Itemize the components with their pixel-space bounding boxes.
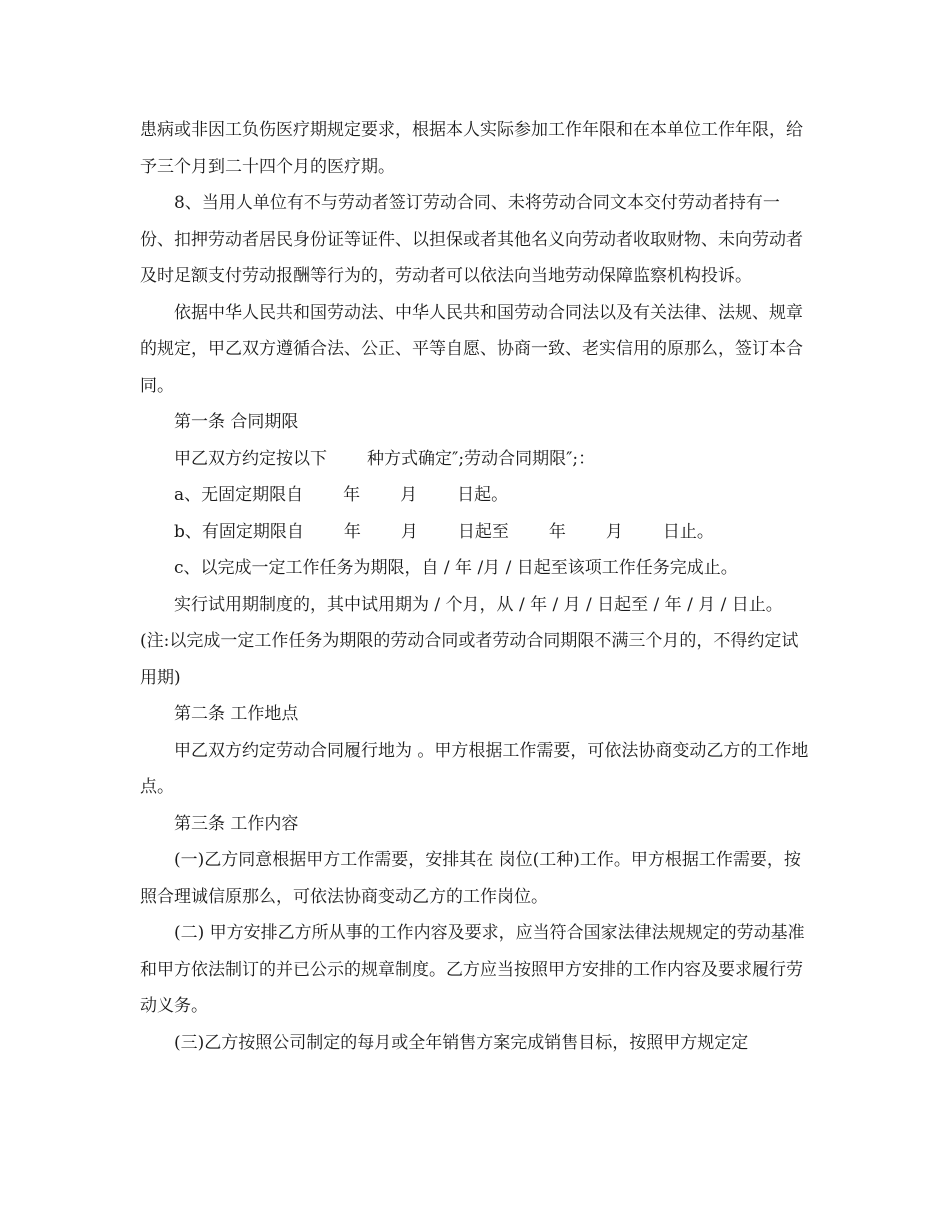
paragraph-work-content-1: (一)乙方同意根据甲方工作需要，安排其在 岗位(工种)工作。甲方根据工作需要，按照合理诚信原那么，可依法协商变动乙方的工作岗位。 xyxy=(140,850,801,907)
option-b-month: 月 xyxy=(400,521,418,542)
option-a-month: 月 xyxy=(400,485,418,505)
paragraph-term-option-c: c、以完成一定工作任务为期限，自 / 年 /月 / 日起至该项工作任务完成止。 xyxy=(174,558,738,578)
term-method-suffix: 种方式确定″;劳动合同期限″;： xyxy=(367,448,596,469)
paragraph-medical-period: 患病或非因工负伤医疗期规定要求，根据本人实际参加工作年限和在本单位工作年限，给予三个月到二十四个月的医疗期。 xyxy=(140,120,803,177)
option-b-end-month: 月 xyxy=(605,521,623,542)
option-b-year: 年 xyxy=(343,521,361,542)
option-b-label: b、有固定期限自 xyxy=(174,521,304,542)
paragraph-work-content-3: (三)乙方按照公司制定的每月或全年销售方案完成销售目标，按照甲方规定定 xyxy=(174,1032,749,1053)
paragraph-probation: 实行试用期制度的，其中试用期为 / 个月，从 / 年 / 月 / 日起至 / 年 / 月 / 日止。(注:以完成一定工作任务为期限的劳动合同或者劳动合同期限不满三个月的，不得约定试用期) xyxy=(140,594,799,688)
paragraph-work-location: 甲乙双方约定劳动合同履行地为 。甲方根据工作需要，可依法协商变动乙方的工作地点。 xyxy=(140,740,809,797)
option-b-end-year: 年 xyxy=(548,521,566,542)
paragraph-legal-basis: 依据中华人民共和国劳动法、中华人民共和国劳动合同法以及有关法律、法规、规章的规定，甲乙双方遵循合法、公正、平等自愿、协商一致、老实信用的原那么，签订本合同。 xyxy=(140,302,803,396)
option-a-day: 日起。 xyxy=(457,485,509,505)
article-2-heading: 第二条 工作地点 xyxy=(174,704,299,724)
option-a-label: a、无固定期限自 xyxy=(174,485,304,505)
term-method-prefix: 甲乙双方约定按以下 xyxy=(174,448,327,469)
option-b-end-day: 日止。 xyxy=(662,521,714,542)
paragraph-item-8: 8、当用人单位有不与劳动者签订劳动合同、未将劳动合同文本交付劳动者持有一份、扣押劳动者居民身份证等证件、以担保或者其他名义向劳动者收取财物、未向劳动者及时足额支付劳动报酬等行为的，劳动者可以依法向当地劳动保障监察机构投诉。 xyxy=(140,193,803,286)
paragraph-term-method xyxy=(140,441,812,478)
option-b-day-start: 日起至 xyxy=(457,521,509,542)
paragraph-work-content-2: (二) 甲方安排乙方所从事的工作内容及要求，应当符合国家法律法规规定的劳动基准和甲方依法制订的并已公示的规章制度。乙方应当按照甲方安排的工作内容及要求履行劳动义务。 xyxy=(140,923,805,1016)
paragraph-term-option-a xyxy=(140,477,812,514)
document-body xyxy=(140,112,812,1061)
option-a-year: 年 xyxy=(343,485,361,505)
article-1-heading: 第一条 合同期限 xyxy=(174,412,299,432)
paragraph-term-option-b xyxy=(140,514,812,551)
article-3-heading: 第三条 工作内容 xyxy=(174,813,299,834)
